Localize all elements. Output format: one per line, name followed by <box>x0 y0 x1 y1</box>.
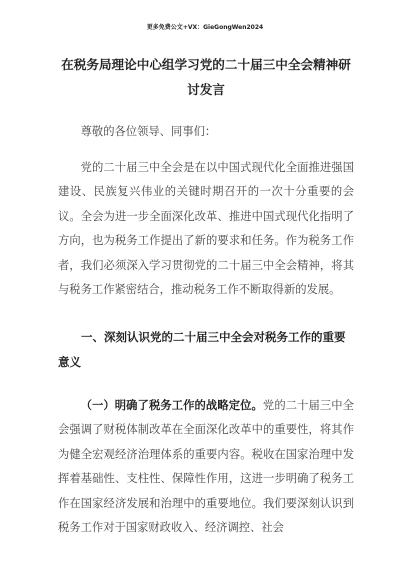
header-note: 更多免费公文+VX：GieGongWen2024 <box>146 24 264 31</box>
document-title: 在税务局理论中心组学习党的二十届三中全会精神研讨发言 <box>61 57 351 97</box>
paragraph-intro: 党的二十届三中全会是在以中国式现代化全面推进强国建设、民族复兴伟业的关键时期召开的一次十分重要的会议。全会为进一步全面深化改革、推进中国式现代化指明了方向，也为税务工作提出了新的要求和任务。作为税务工作者，我们必须深入学习贯彻党的二十届三中全会精神，将其与税务工作紧密结合，推动税务工作不断取得新的发展。 <box>58 160 354 296</box>
subsection-paragraph-1 <box>58 393 354 541</box>
document-body <box>58 52 354 541</box>
section-heading-1: 一、深刻认识党的二十届三中全会对税务工作的重要意义 <box>58 329 346 369</box>
subsection-text-1: 党的二十届三中全会强调了财税体制改革在全面深化改革中的重要性，将其作为健全宏观经济治理体系的重要内容。税收在国家治理中发挥着基础性、支柱性、保障性作用，这进一步明确了税务工作在国家经济发展和治理中的重要地位。我们要深刻认识到税务工作对于国家财政收入、经济调控、社会 <box>58 398 354 534</box>
salutation: 尊敬的各位领导、同事们： <box>80 125 217 138</box>
subsection-lead-1: （一）明确了税务工作的战略定位。 <box>80 397 263 412</box>
